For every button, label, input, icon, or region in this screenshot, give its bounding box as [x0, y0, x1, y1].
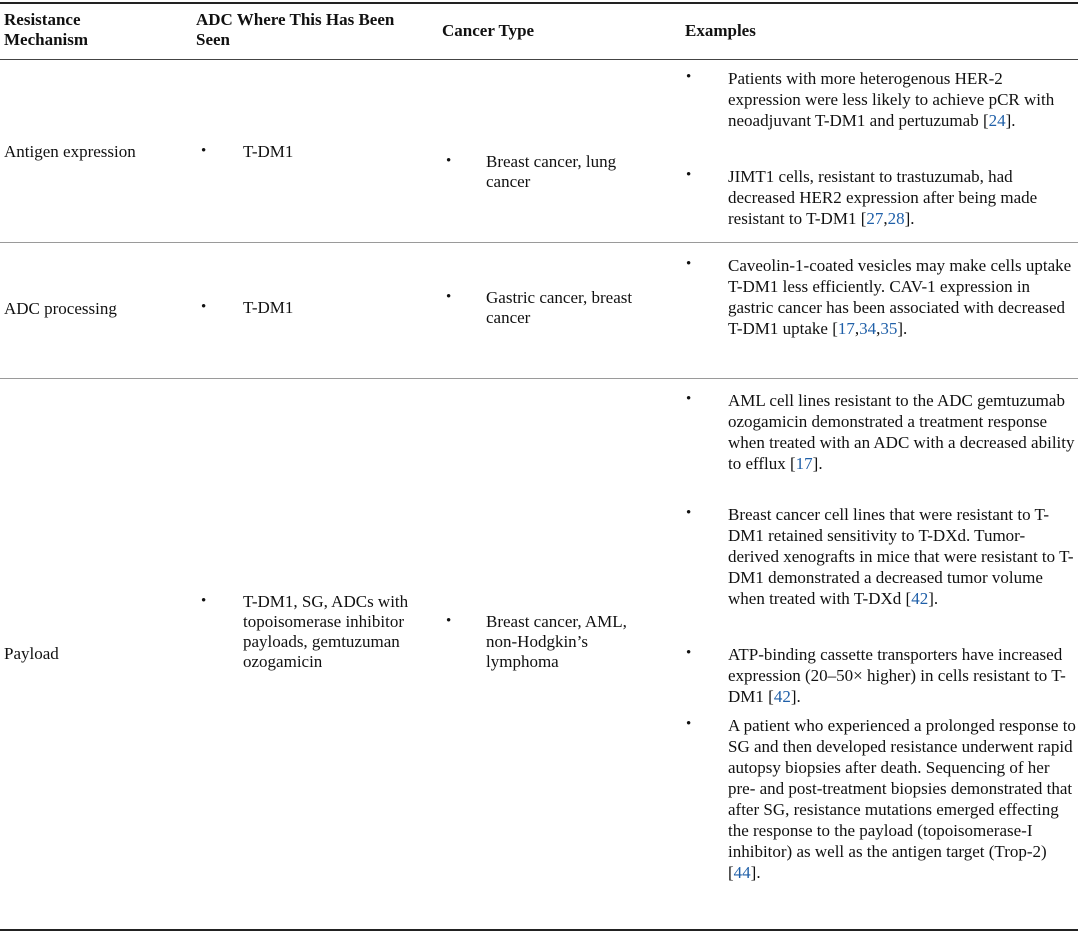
bullet-icon: •: [686, 256, 692, 272]
bullet-icon: •: [686, 69, 692, 85]
row-mechanism: Payload: [4, 644, 59, 663]
row-cancer: Breast cancer, lung cancer: [486, 152, 617, 191]
bullet-icon: •: [201, 593, 207, 609]
table-top-rule: [0, 2, 1078, 4]
citation-link[interactable]: 27: [866, 209, 884, 228]
row-separator: [0, 242, 1078, 243]
citation-link[interactable]: 42: [911, 589, 929, 608]
bullet-icon: •: [446, 613, 452, 629]
header-adc: ADC Where This Has Been Seen: [196, 10, 395, 49]
header-rule: [0, 59, 1078, 60]
example-text: JIMT1 cells, resistant to trastuzumab, had decreased HER2 expression after being made resistant to T-DM1 [27,28].: [728, 167, 1038, 228]
citation-link[interactable]: 24: [988, 111, 1006, 130]
example-text: AML cell lines resistant to the ADC gemtuzumab ozogamicin demonstrated a treatment response when treated with an ADC with a decreased ability to efflux [17].: [728, 391, 1075, 473]
bullet-icon: •: [686, 645, 692, 661]
citation-link[interactable]: 42: [773, 687, 791, 706]
bullet-icon: •: [686, 505, 692, 521]
row-cancer: Gastric cancer, breast cancer: [486, 288, 633, 327]
example-text: A patient who experienced a prolonged response to SG and then developed resistance underwent rapid autopsy biopsies after death. Sequencing of her pre- and post-treatment biopsies demonstrated that after SG, resistance mutations emerged effecting the response to the payload (topoisomerase-I inhibitor) as well as the antigen target (Trop-2) [44].: [728, 716, 1076, 882]
example-text: ATP-binding cassette transporters have increased expression (20–50× higher) in cells resistant to T-DM1 [42].: [728, 645, 1066, 706]
header-mechanism: Resistance Mechanism: [4, 10, 89, 49]
bullet-icon: •: [201, 143, 207, 159]
bullet-icon: •: [686, 167, 692, 183]
bullet-icon: •: [446, 153, 452, 169]
citation-link[interactable]: 35: [880, 319, 898, 338]
citation-link[interactable]: 44: [733, 863, 751, 882]
row-separator: [0, 378, 1078, 379]
bullet-icon: •: [446, 289, 452, 305]
row-mechanism: Antigen expression: [4, 142, 136, 161]
row-adc: T-DM1, SG, ADCs with topoisomerase inhibitor payloads, gemtuzuman ozogamicin: [243, 592, 409, 671]
header-examples: Examples: [685, 21, 756, 40]
header-cancer: Cancer Type: [442, 21, 535, 40]
row-mechanism: ADC processing: [4, 299, 117, 318]
bullet-icon: •: [201, 299, 207, 315]
citation-link[interactable]: 34: [859, 319, 877, 338]
bullet-icon: •: [686, 391, 692, 407]
row-cancer: Breast cancer, AML, non-Hodgkin’s lymphoma: [486, 612, 627, 671]
row-adc: T-DM1: [243, 142, 294, 161]
example-text: Patients with more heterogenous HER-2 expression were less likely to achieve pCR with neoadjuvant T-DM1 and pertuzumab [24].: [728, 69, 1055, 130]
citation-link[interactable]: 28: [887, 209, 905, 228]
bullet-icon: •: [686, 716, 692, 732]
citation-link[interactable]: 17: [795, 454, 813, 473]
citation-link[interactable]: 17: [837, 319, 855, 338]
table-bottom-rule: [0, 929, 1078, 931]
example-text: Caveolin-1-coated vesicles may make cells uptake T-DM1 less efficiently. CAV-1 expression in gastric cancer has been associated with decreased T-DM1 uptake [17,34,35].: [728, 256, 1072, 338]
row-adc: T-DM1: [243, 298, 294, 317]
example-text: Breast cancer cell lines that were resistant to T-DM1 retained sensitivity to T-DXd. Tumor-derived xenografts in mice that were resistant to T-DM1 demonstrated a decreased tumor volume when treated with T-DXd [42].: [728, 505, 1074, 608]
